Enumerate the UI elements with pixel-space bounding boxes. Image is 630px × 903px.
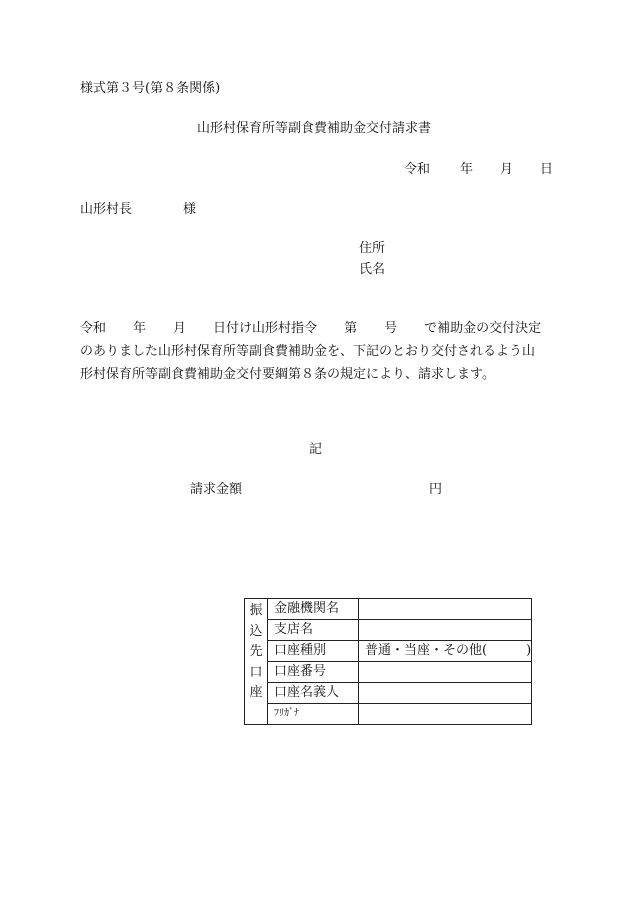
date-month: 月 <box>500 162 514 177</box>
name-label: 氏名 <box>359 262 386 277</box>
date-year: 年 <box>460 162 474 177</box>
body-month: 月 <box>173 321 187 336</box>
bank-name-value[interactable] <box>359 599 532 620</box>
bank-name-label: 金融機関名 <box>268 599 359 620</box>
body-year: 年 <box>133 321 147 336</box>
side-char: 口 <box>249 664 263 680</box>
table-row <box>245 620 532 641</box>
form-number: 様式第３号(第８条関係) <box>80 81 221 96</box>
recipient <box>80 201 196 219</box>
bank-account-table <box>244 598 532 725</box>
table-row <box>245 662 532 683</box>
account-type-value[interactable]: 普通・当座・その他( ) <box>359 641 532 662</box>
table-row <box>245 683 532 704</box>
body-dai: 第 <box>344 321 358 336</box>
account-holder-value[interactable] <box>359 683 532 704</box>
furigana-value[interactable] <box>359 704 532 725</box>
side-char: 座 <box>249 685 263 700</box>
date-line <box>404 161 553 179</box>
branch-name-value[interactable] <box>359 620 532 641</box>
amount-label: 請求金額 <box>190 482 243 497</box>
account-number-value[interactable] <box>359 662 532 683</box>
body-paragraph <box>80 317 550 386</box>
body-line-3: 形村保育所等副食費補助金交付要綱第８条の規定により、請求します。 <box>80 367 495 382</box>
furigana-label: ﾌﾘｶﾞﾅ <box>268 704 359 725</box>
account-holder-label: 口座名義人 <box>268 683 359 704</box>
body-line-1 <box>80 317 550 340</box>
side-char: 先 <box>249 644 263 659</box>
body-era: 令和 <box>80 321 107 336</box>
address-label: 住所 <box>359 241 386 256</box>
recipient-name: 山形村長 <box>80 202 133 217</box>
account-type-label: 口座種別 <box>268 641 359 662</box>
table-row <box>245 641 532 662</box>
recipient-honorific: 様 <box>183 202 197 217</box>
table-row <box>245 704 532 725</box>
body-go: 号 <box>384 321 398 336</box>
body-line1-tail: で補助金の交付決定 <box>424 321 542 336</box>
date-era: 令和 <box>404 162 431 177</box>
date-day: 日 <box>540 162 554 177</box>
side-char: 込 <box>249 623 263 639</box>
table-row <box>245 599 532 620</box>
side-char: 振 <box>249 603 263 618</box>
body-line-2: のありました山形村保育所等副食費補助金を、下記のとおり交付されるよう山 <box>80 344 536 359</box>
body-day-ref: 日付け山形村指令 <box>213 321 318 336</box>
bank-side-label <box>245 599 268 725</box>
document-title: 山形村保育所等副食費補助金交付請求書 <box>197 121 432 136</box>
amount-unit: 円 <box>429 482 443 497</box>
branch-name-label: 支店名 <box>268 620 359 641</box>
account-number-label: 口座番号 <box>268 662 359 683</box>
ki-heading: 記 <box>309 442 323 457</box>
